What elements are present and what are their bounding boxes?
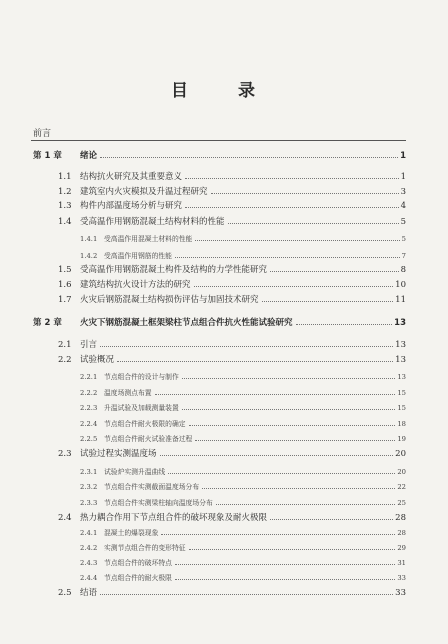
toc-entry-page: 29 — [397, 544, 406, 552]
toc-leader-dots — [100, 157, 398, 158]
toc-leader-dots — [160, 455, 394, 456]
toc-entry-number: 2.4.2 — [80, 544, 98, 552]
toc-entry-number: 2.2.5 — [80, 435, 98, 443]
toc-entry-title: 试验炉实测升温曲线 — [104, 468, 166, 476]
toc-entry-page: 10 — [395, 280, 406, 290]
toc-leader-dots — [194, 286, 394, 287]
toc-entry-page: 28 — [397, 529, 406, 537]
toc-entry — [80, 250, 406, 262]
toc-entry-title: 建筑室内火灾模拟及升温过程研究 — [80, 187, 208, 197]
toc-entry — [80, 481, 406, 493]
toc-entry — [58, 294, 406, 306]
toc-entry — [58, 354, 406, 366]
toc-entry — [58, 512, 406, 524]
toc-entry — [58, 186, 406, 198]
toc-entry-page: 8 — [400, 265, 406, 275]
preface-heading: 前言 — [33, 129, 52, 139]
toc-entry-number: 1.5 — [58, 265, 72, 275]
toc-entry-page: 15 — [397, 389, 406, 397]
toc-entry-title: 试验概况 — [80, 355, 115, 365]
toc-leader-dots — [296, 324, 393, 325]
toc-entry — [80, 371, 406, 383]
toc-entry-title: 节点组合件耐火极限的确定 — [104, 420, 186, 428]
toc-entry-page: 4 — [400, 201, 406, 211]
toc-entry-title: 结构抗火研究及其重要意义 — [80, 172, 183, 182]
toc-entry-number: 2.4 — [58, 513, 72, 523]
toc-entry-title: 节点组合件的耐火极限 — [104, 574, 172, 582]
toc-entry — [58, 264, 406, 276]
toc-entry-number: 第 1 章 — [33, 151, 62, 161]
toc-entry — [80, 557, 406, 569]
toc-entry-number: 1.6 — [58, 280, 72, 290]
toc-entry — [80, 466, 406, 478]
toc-entry-page: 33 — [397, 574, 406, 582]
toc-leader-dots — [168, 473, 395, 474]
toc-entry — [80, 233, 406, 245]
toc-entry — [58, 216, 406, 228]
toc-entry-page: 20 — [395, 449, 406, 459]
toc-entry — [33, 150, 406, 162]
toc-entry-title: 结语 — [80, 588, 98, 598]
toc-entry-title: 引言 — [80, 340, 98, 350]
toc-entry-number: 2.4.1 — [80, 529, 98, 537]
toc-entry-title: 火灾后钢筋混凝土结构损伤评估与加固技术研究 — [80, 295, 259, 305]
toc-entry-title: 节点组合件实测梁柱轴向温度场分布 — [104, 499, 213, 507]
toc-entry-number: 1.2 — [58, 187, 72, 197]
toc-entry-number: 2.2.3 — [80, 404, 98, 412]
toc-entry-title: 升温试验及加载测量装置 — [104, 404, 179, 412]
toc-entry-title: 温度场测点布置 — [104, 389, 152, 397]
toc-entry-number: 2.3.3 — [80, 499, 98, 507]
toc-leader-dots — [175, 257, 400, 258]
toc-entry-number: 2.3.1 — [80, 468, 98, 476]
toc-leader-dots — [185, 178, 399, 179]
toc-entry-title: 节点组合件实测截面温度场分布 — [104, 483, 200, 491]
toc-entry-page: 1 — [400, 151, 406, 161]
toc-entry — [80, 542, 406, 554]
toc-entry-title: 受高温作用钢筋混凝土构件及结构的力学性能研究 — [80, 265, 268, 275]
toc-entry-title: 受高温作用钢筋的性能 — [104, 252, 172, 260]
toc-entry-number: 2.4.3 — [80, 559, 98, 567]
toc-entry-page: 11 — [395, 295, 406, 305]
toc-entry — [58, 448, 406, 460]
toc-entry-page: 19 — [397, 435, 406, 443]
toc-entry — [80, 433, 406, 445]
toc-leader-dots — [175, 579, 395, 580]
toc-leader-dots — [117, 361, 393, 362]
toc-leader-dots — [189, 425, 396, 426]
toc-entry — [33, 317, 406, 329]
toc-entry-number: 2.2.2 — [80, 389, 98, 397]
toc-leader-dots — [270, 519, 393, 520]
toc-entry — [80, 527, 406, 539]
toc-entry-page: 28 — [395, 513, 406, 523]
toc-entry-number: 1.3 — [58, 201, 72, 211]
toc-entry-title: 试验过程实测温度场 — [80, 449, 157, 459]
toc-leader-dots — [262, 301, 394, 302]
toc-entry-number: 2.2.4 — [80, 420, 98, 428]
toc-entry-title: 节点组合件的设计与制作 — [104, 373, 179, 381]
toc-entry-number: 2.1 — [58, 340, 72, 350]
toc-entry-page: 18 — [397, 420, 406, 428]
toc-entry-page: 7 — [401, 252, 406, 260]
toc-entry-title: 节点组合件耐火试验准备过程 — [104, 435, 193, 443]
toc-entry-page: 13 — [394, 318, 406, 328]
toc-leader-dots — [211, 193, 399, 194]
toc-entry-number: 1.4.1 — [80, 235, 98, 243]
toc-entry-page: 13 — [395, 355, 406, 365]
toc-leader-dots — [270, 271, 399, 272]
toc-entry — [58, 279, 406, 291]
toc-leader-dots — [161, 534, 395, 535]
toc-leader-dots — [195, 440, 395, 441]
toc-entry-page: 31 — [397, 559, 406, 567]
toc-entry-title: 受高温作用混凝土材料的性能 — [104, 235, 193, 243]
toc-entry-number: 1.1 — [58, 172, 72, 182]
toc-entry — [80, 572, 406, 584]
toc-leader-dots — [185, 207, 399, 208]
toc-leader-dots — [100, 594, 393, 595]
toc-leader-dots — [189, 549, 396, 550]
toc-leader-dots — [182, 378, 396, 379]
toc-entry-number: 2.3 — [58, 449, 72, 459]
toc-entry-number: 2.3.2 — [80, 483, 98, 491]
divider — [31, 140, 406, 141]
toc-leader-dots — [228, 223, 399, 224]
toc-entry-title: 混凝土的爆裂现象 — [104, 529, 159, 537]
toc-leader-dots — [100, 346, 393, 347]
toc-leader-dots — [155, 394, 396, 395]
toc-entry-page: 15 — [397, 404, 406, 412]
toc-entry — [58, 200, 406, 212]
toc-entry — [80, 497, 406, 509]
toc-entry-number: 第 2 章 — [33, 318, 62, 328]
toc-entry — [80, 402, 406, 414]
page-title: 目 录 — [171, 81, 277, 101]
toc-entry-page: 13 — [397, 373, 406, 381]
toc-leader-dots — [216, 504, 396, 505]
toc-entry-page: 5 — [400, 217, 406, 227]
toc-entry — [80, 387, 406, 399]
toc-entry-page: 22 — [397, 483, 406, 491]
toc-leader-dots — [175, 564, 395, 565]
toc-entry-page: 33 — [395, 588, 406, 598]
toc-entry-page: 1 — [400, 172, 406, 182]
toc-entry-number: 2.4.4 — [80, 574, 98, 582]
toc-entry-title: 构件内部温度场分析与研究 — [80, 201, 183, 211]
toc-entry-page: 5 — [401, 235, 406, 243]
toc-entry-number: 1.7 — [58, 295, 72, 305]
toc-entry — [58, 339, 406, 351]
toc-entry-page: 20 — [397, 468, 406, 476]
toc-entry-page: 25 — [397, 499, 406, 507]
toc-entry-number: 2.2 — [58, 355, 72, 365]
toc-entry-number: 1.4 — [58, 217, 72, 227]
toc-entry-title: 受高温作用钢筋混凝土结构材料的性能 — [80, 217, 225, 227]
toc-entry-number: 2.2.1 — [80, 373, 98, 381]
toc-entry-page: 13 — [395, 340, 406, 350]
toc-entry-title: 节点组合件的破坏特点 — [104, 559, 172, 567]
toc-leader-dots — [195, 240, 399, 241]
toc-entry-title: 绪论 — [80, 151, 98, 161]
toc-entry-title: 热力耦合作用下节点组合件的破坏现象及耐火极限 — [80, 513, 268, 523]
toc-leader-dots — [202, 488, 395, 489]
toc-leader-dots — [182, 409, 396, 410]
toc-entry — [58, 171, 406, 183]
toc-entry-number: 1.4.2 — [80, 252, 98, 260]
toc-entry-title: 建筑结构抗火设计方法的研究 — [80, 280, 191, 290]
toc-entry-title: 火灾下钢筋混凝土框架梁柱节点组合件抗火性能试验研究 — [80, 318, 293, 328]
toc-entry — [80, 418, 406, 430]
toc-entry-title: 实测节点组合件的变形特征 — [104, 544, 186, 552]
toc-entry-number: 2.5 — [58, 588, 72, 598]
toc-entry — [58, 587, 406, 599]
toc-entry-page: 3 — [400, 187, 406, 197]
